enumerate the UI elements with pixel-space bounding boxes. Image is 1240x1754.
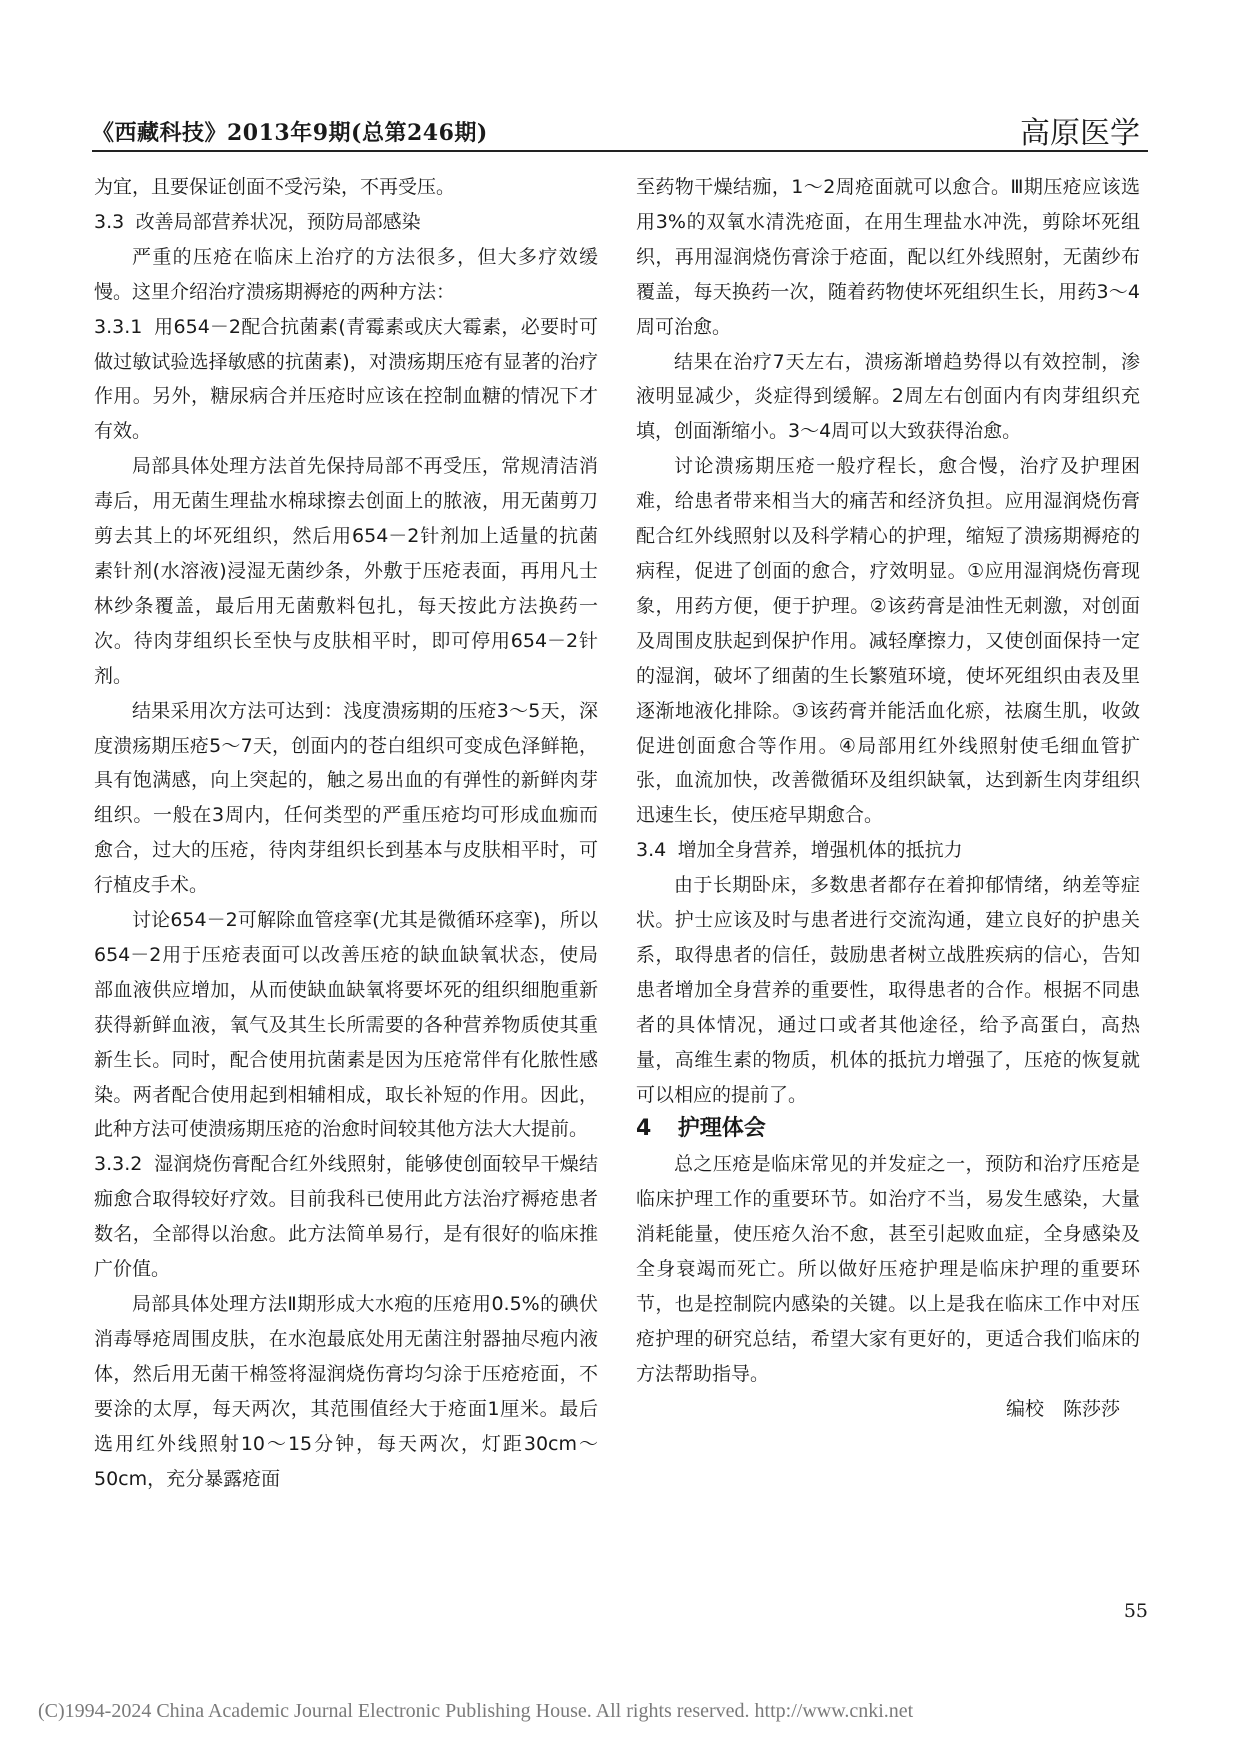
section-title-text: 用654－2配合抗菌素(青霉素或庆大霉素，必要时可做过敏试验选择敏感的抗菌素)，对溃疡期压疮有显著的治疗作用。另外，糖尿病合并压疮时应该在控制血糖的情况下才有效。 — [94, 315, 598, 443]
paragraph: 严重的压疮在临床上治疗的方法很多，但大多疗效缓慢。这里介绍治疗溃疡期褥疮的两种方法： — [94, 245, 598, 303]
paragraph: 局部具体处理方法Ⅱ期形成大水疱的压疮用0.5%的碘伏消毒辱疮周围皮肤，在水泡最底处用无菌注射器抽尽疱内液体，然后用无菌干棉签将湿润烧伤膏均匀涂于压疮疮面，不要涂的太厚，每天两次，其范围值经大于疮面1厘米。最后选用红外线照射10～15分钟，每天两次，灯距30cm～50cm，充分暴露疮面 — [94, 1293, 598, 1490]
section-title-text: 改善局部营养状况，预防局部感染 — [135, 210, 421, 233]
journal-header: 《西藏科技》2013年9期(总第246期) — [92, 120, 488, 146]
section-title-text: 湿润烧伤膏配合红外线照射，能够使创面较早干燥结痂愈合取得较好疗效。目前我科已使用此方法治疗褥疮患者数名，全部得以治愈。此方法简单易行，是有很好的临床推广价值。 — [94, 1153, 598, 1281]
section-heading-3-3-1 — [94, 310, 598, 450]
paragraph: 总之压疮是临床常见的并发症之一，预防和治疗压疮是临床护理工作的重要环节。如治疗不当，易发生感染，大量消耗能量，使压疮久治不愈，甚至引起败血症，全身感染及全身衰竭而死亡。所以做好压疮护理是临床护理的重要环节，也是控制院内感染的关键。以上是我在临床工作中对压疮护理的研究总结，希望大家有更好的，更适合我们临床的方法帮助指导。 — [636, 1153, 1140, 1385]
paragraph: 至药物干燥结痂，1～2周疮面就可以愈合。Ⅲ期压疮应该选用3%的双氧水清洗疮面，在用生理盐水冲洗，剪除坏死组织，再用湿润烧伤膏涂于疮面，配以红外线照射，无菌纱布覆盖，每天换药一次，随着药物使坏死组织生长，用药3～4周可治愈。 — [636, 176, 1140, 338]
section-title-text: 增加全身营养，增强机体的抵抗力 — [677, 839, 963, 862]
section-number: 4 — [636, 1116, 652, 1142]
section-title: 高原医学 — [1020, 116, 1140, 151]
paragraph: 由于长期卧床，多数患者都存在着抑郁情绪，纳差等症状。护士应该及时与患者进行交流沟通，建立良好的护患关系，取得患者的信任，鼓励患者树立战胜疾病的信心，告知患者增加全身营养的重要性，取得患者的合作。根据不同患者的具体情况，通过口或者其他途径，给予高蛋白，高热量，高维生素的物质，机体的抵抗力增强了，压疮的恢复就可以相应的提前了。 — [636, 874, 1140, 1106]
section-number: 3.4 — [636, 839, 667, 862]
section-number: 3.3.2 — [94, 1153, 143, 1176]
paragraph: 结果在治疗7天左右，溃疡渐增趋势得以有效控制，渗液明显减少，炎症得到缓解。2周左右创面内有肉芽组织充填，创面渐缩小。3～4周可以大致获得治愈。 — [636, 350, 1140, 443]
left-column — [94, 170, 598, 1496]
section-title-text: 护理体会 — [677, 1116, 766, 1142]
paragraph: 结果采用次方法可达到：浅度溃疡期的压疮3～5天，深度溃疡期压疮5～7天，创面内的苍白组织可变成色泽鲜艳，具有饱满感，向上突起的，触之易出血的有弹性的新鲜肉芽组织。一般在3周内，任何类型的严重压疮均可形成血痂而愈合，过大的压疮，待肉芽组织长到基本与皮肤相平时，可行植皮手术。 — [94, 699, 598, 897]
page-number: 55 — [1123, 1600, 1148, 1622]
editor-credit: 编校 陈莎莎 — [1005, 1397, 1120, 1420]
right-column — [636, 170, 1140, 1427]
section-number: 3.3 — [94, 210, 125, 233]
paragraph: 讨论654－2可解除血管痉挛(尤其是微循环痉挛)，所以654－2用于压疮表面可以改善压疮的缺血缺氧状态，使局部血液供应增加，从而使缺血缺氧将要坏死的组织细胞重新获得新鲜血液，氧气及其生长所需要的各种营养物质使其重新生长。同时，配合使用抗菌素是因为压疮常伴有化脓性感染。两者配合使用起到相辅相成，取长补短的作用。因此，此种方法可使溃疡期压疮的治愈时间较其他方法大大提前。 — [94, 909, 598, 1141]
section-heading-3-3 — [94, 205, 598, 240]
section-number: 3.3.1 — [94, 315, 143, 338]
paragraph: 局部具体处理方法首先保持局部不再受压，常规清洁消毒后，用无菌生理盐水棉球擦去创面上的脓液，用无菌剪刀剪去其上的坏死组织，然后用654－2针剂加上适量的抗菌素针剂(水溶液)浸湿无菌纱条，外敷于压疮表面，再用凡士林纱条覆盖，最后用无菌敷料包扎，每天按此方法换药一次。待肉芽组织长至快与皮肤相平时，即可停用654－2针剂。 — [94, 455, 598, 687]
section-heading-3-3-2 — [94, 1147, 598, 1287]
section-heading-4 — [636, 1112, 1140, 1147]
paragraph: 为宜，且要保证创面不受污染，不再受压。 — [94, 176, 456, 198]
header-rule — [92, 150, 1148, 152]
copyright-footer: (C)1994-2024 China Academic Journal Electronic Publishing House. All rights reserved. http://www.cnki.net — [38, 1700, 914, 1722]
section-heading-3-4 — [636, 833, 1140, 868]
paragraph: 讨论溃疡期压疮一般疗程长，愈合慢，治疗及护理困难，给患者带来相当大的痛苦和经济负担。应用湿润烧伤膏配合红外线照射以及科学精心的护理，缩短了溃疡期褥疮的病程，促进了创面的愈合，疗效明显。①应用湿润烧伤膏现象，用药方便，便于护理。②该药膏是油性无刺激，对创面及周围皮肤起到保护作用。减轻摩擦力，又使创面保持一定的湿润，破坏了细菌的生长繁殖环境，使坏死组织由表及里逐渐地液化排除。③该药膏并能活血化瘀，祛腐生肌，收敛促进创面愈合等作用。④局部用红外线照射使毛细血管扩张，血流加快，改善微循环及组织缺氧，达到新生肉芽组织迅速生长，使压疮早期愈合。 — [636, 455, 1140, 827]
